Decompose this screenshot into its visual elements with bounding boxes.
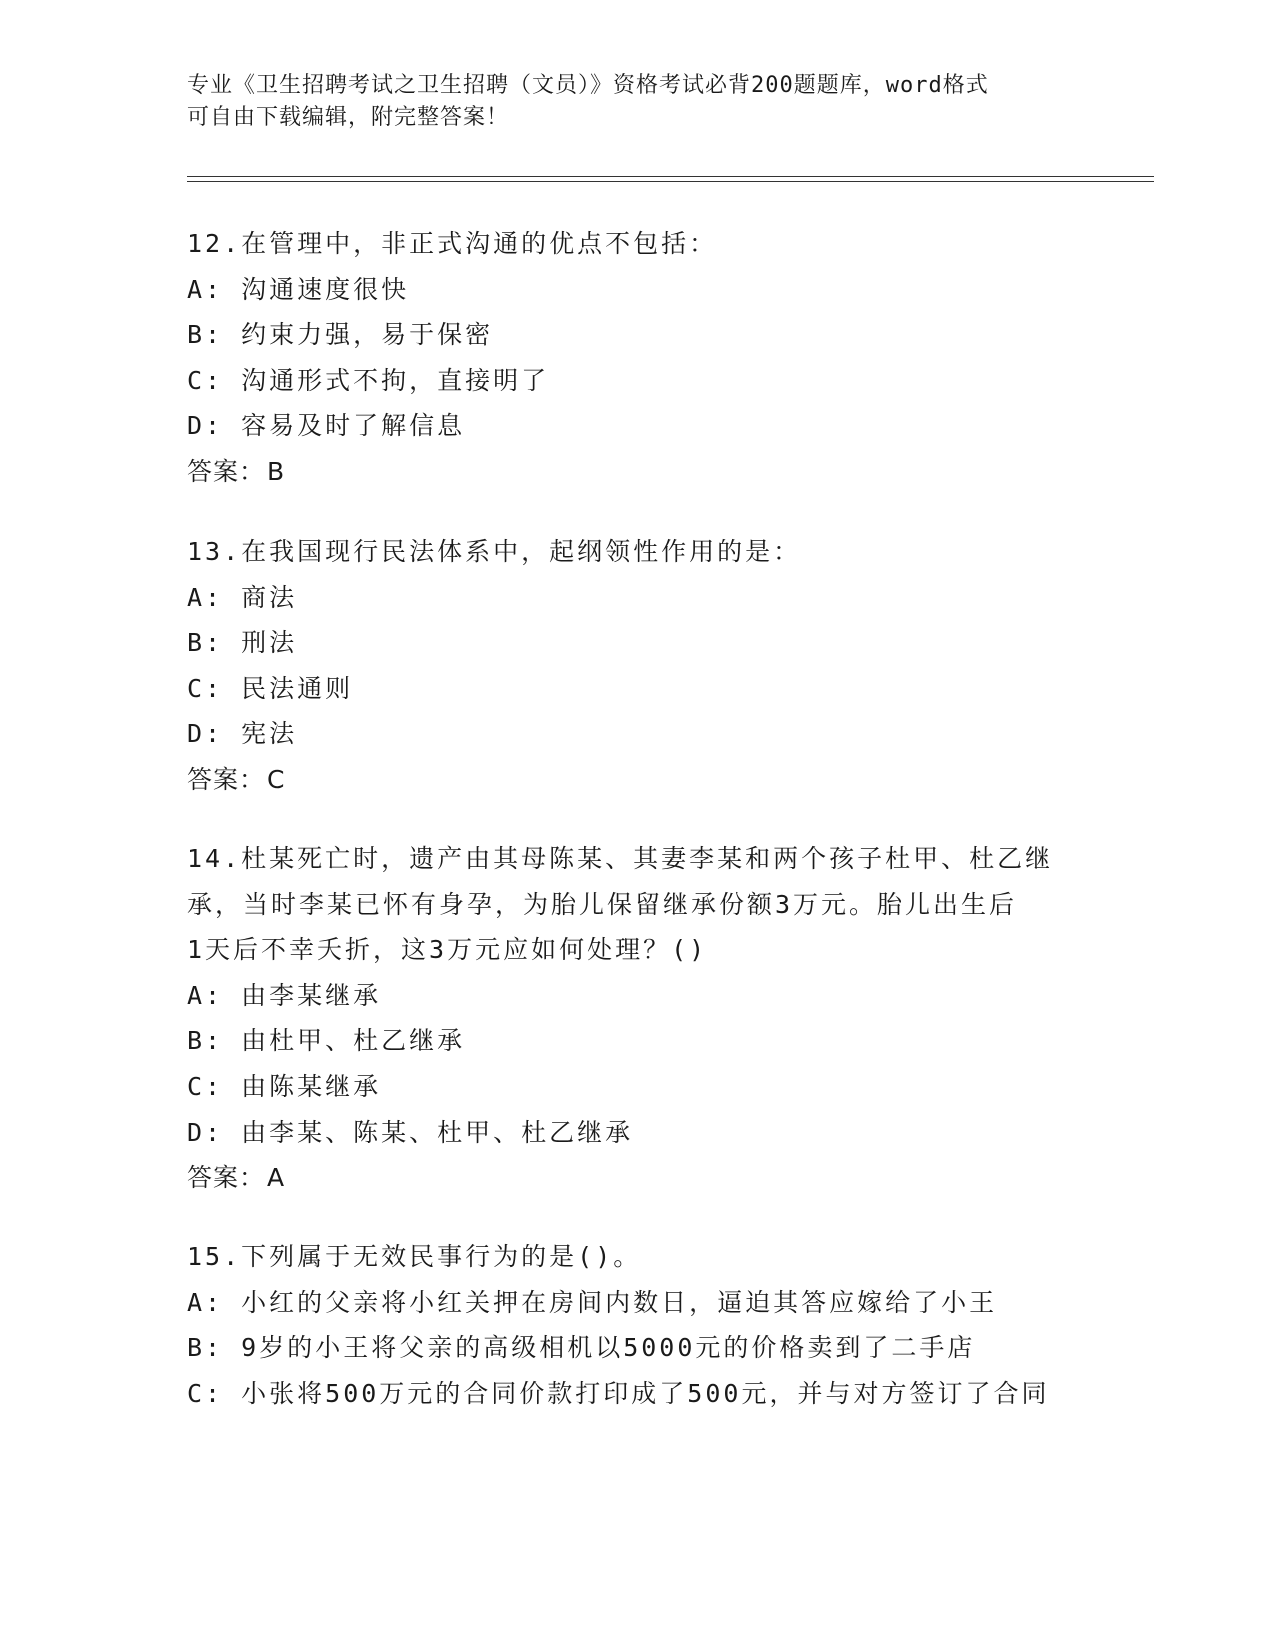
option-c: C: 小张将500万元的合同价款打印成了500元，并与对方签订了合同 [187,1378,1050,1408]
question-stem-line-1: 14.杜某死亡时，遗产由其母陈某、其妻李某和两个孩子杜甲、杜乙继 [187,844,1054,873]
answer-line [187,757,1087,803]
header-divider-top [187,176,1154,177]
answer-line [187,1155,1087,1201]
document-header [187,70,1087,134]
header-divider-bottom [187,181,1154,182]
option-a: A: 沟通速度很快 [187,274,410,304]
option-b: B: 9岁的小王将父亲的高级相机以5000元的价格卖到了二手店 [187,1333,976,1363]
answer-label: 答案： [187,764,266,794]
question-stem: 12.在管理中，非正式沟通的优点不包括： [187,229,718,258]
option-d: D: 容易及时了解信息 [187,411,466,441]
option-c: C: 沟通形式不拘，直接明了 [187,365,550,395]
answer-label: 答案： [187,1163,266,1193]
question-12 [187,221,1087,495]
option-c: C: 由陈某继承 [187,1071,382,1101]
option-b: B: 约束力强，易于保密 [187,320,494,350]
question-13 [187,529,1087,803]
answer-value: A [267,1163,286,1193]
question-stem-line-2: 承，当时李某已怀有身孕，为胎儿保留继承份额3万元。胎儿出生后 [187,889,1018,919]
option-b: B: 由杜甲、杜乙继承 [187,1026,466,1056]
option-b: B: 刑法 [187,628,298,658]
answer-value: B [267,456,286,486]
question-14 [187,836,1087,1201]
option-a: A: 商法 [187,582,298,612]
option-a: A: 由李某继承 [187,980,382,1010]
answer-label: 答案： [187,456,266,486]
option-c: C: 民法通则 [187,673,354,703]
header-line-1: 专业《卫生招聘考试之卫生招聘（文员）》资格考试必背200题题库，word格式 [187,73,989,98]
answer-value: C [267,764,286,794]
question-stem: 13.在我国现行民法体系中，起纲领性作用的是： [187,537,802,566]
option-d: D: 宪法 [187,719,298,749]
question-stem-line-3: 1天后不幸夭折，这3万元应如何处理？() [187,935,708,965]
answer-line [187,449,1087,495]
question-15 [187,1234,1087,1416]
question-stem: 15.下列属于无效民事行为的是()。 [187,1242,642,1271]
header-line-2: 可自由下载编辑，附完整答案！ [187,105,510,130]
option-a: A: 小红的父亲将小红关押在房间内数日，逼迫其答应嫁给了小王 [187,1287,998,1317]
option-d: D: 由李某、陈某、杜甲、杜乙继承 [187,1117,634,1147]
